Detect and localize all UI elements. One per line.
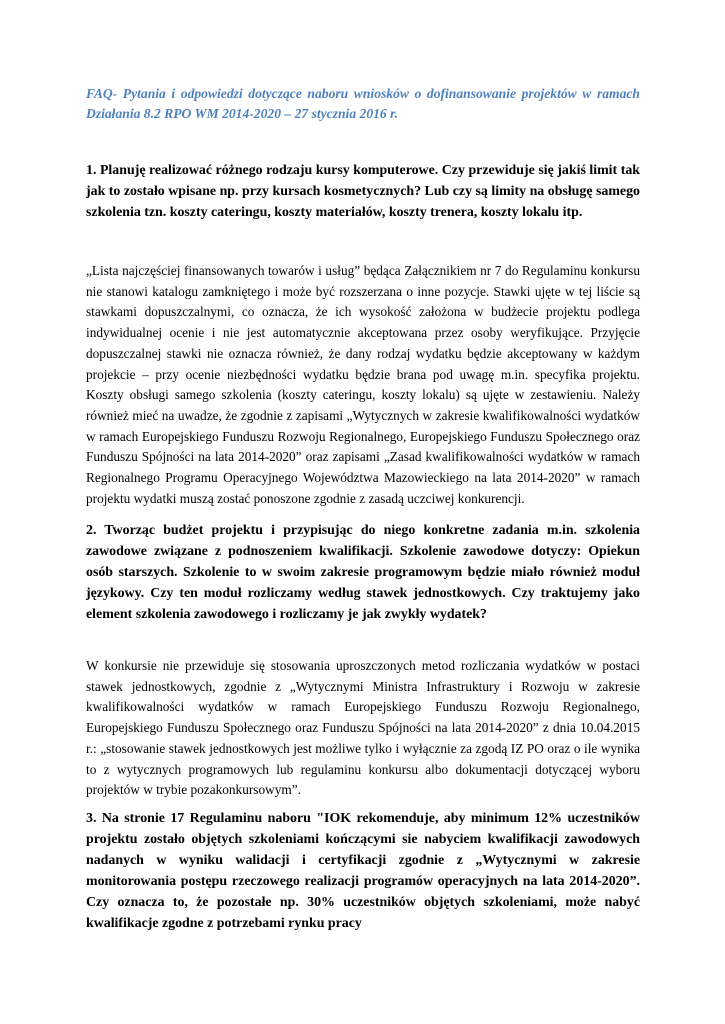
answer-2: W konkursie nie przewiduje się stosowania uproszczonych metod rozliczania wydatków w postaci stawek jednostkowych, zgodnie z „Wytycznymi Ministra Infrastruktury i Rozwoju w zakresie kwalifikowalności wydatków w ramach Europejskiego Funduszu Rozwoju Regionalnego, Europejskiego Funduszu Społecznego oraz Funduszu Spójności na lata 2014-2020” z dnia 10.04.2015 r.: „stosowanie stawek jednostkowych jest możliwe tylko i wyłącznie za zgodą IZ PO oraz o ile wynika to z wytycznych programowych lub regulaminu konkursu albo dokumentacji dotyczącej wyboru projektów w trybie pozakonkursowym”. [86,658,640,798]
question-3: 3. Na stronie 17 Regulaminu naboru "IOK rekomenduje, aby minimum 12% uczestników projektu zostało objętych szkoleniami kończącymi sie nabyciem kwalifikacji zawodowych nadanych w wyniku walidacji i certyfikacji zgodnie z „Wytycznymi w zakresie monitorowania postępu rzeczowego realizacji programów operacyjnych na lata 2014-2020”. Czy oznacza to, że pozostałe np. 30% uczestników objętych szkoleniami, może nabyć kwalifikacje zgodne z potrzebami rynku pracy [86,811,640,931]
question-1: 1. Planuję realizować różnego rodzaju kursy komputerowe. Czy przewiduje się jakiś limit tak jak to zostało wpisane np. przy kursach kosmetycznych? Lub czy są limity na obsługę samego szkolenia tzn. koszty cateringu, koszty materiałów, koszty trenera, koszty lokalu itp. [86,163,640,220]
document-title: FAQ- Pytania i odpowiedzi dotyczące naboru wniosków o dofinansowanie projektów w ramach Działania 8.2 RPO WM 2014-2020 – 27 stycznia 2016 r. [86,86,640,121]
answer-1: „Lista najczęściej finansowanych towarów i usług” będąca Załącznikiem nr 7 do Regulaminu konkursu nie stanowi katalogu zamkniętego i może być rozszerzana o inne pozycje. Stawki ujęte w tej liście są stawkami dopuszczalnymi, co oznacza, że ich wysokość założona w budżecie projektu podlega indywidualnej ocenie i nie jest automatycznie akceptowana przez osoby weryfikujące. Przyjęcie dopuszczalnej stawki nie oznacza również, że dany rodzaj wydatku będzie akceptowany w każdym projekcie – przy ocenie niezbędności wydatku będzie brana pod uwagę m.in. specyfika projektu. Koszty obsługi samego szkolenia (koszty cateringu, koszty lokalu) są ujęte w zestawieniu. Należy również mieć na uwadze, że zgodnie z zapisami „Wytycznych w zakresie kwalifikowalności wydatków w ramach Europejskiego Funduszu Rozwoju Regionalnego, Europejskiego Funduszu Społecznego oraz Funduszu Spójności na lata 2014-2020” oraz zapisami „Zasad kwalifikowalności wydatków w ramach Regionalnego Programu Operacyjnego Województwa Mazowieckiego na lata 2014-2020” w ramach projektu wydatki muszą zostać ponoszone zgodnie z zasadą uczciwej konkurencji. [86,263,640,506]
question-2: 2. Tworząc budżet projektu i przypisując do niego konkretne zadania m.in. szkolenia zawodowe związane z podnoszeniem kwalifikacji. Szkolenie zawodowe dotyczy: Opiekun osób starszych. Szkolenie to w swoim zakresie programowym będzie miało również moduł językowy. Czy ten moduł rozliczamy według stawek jednostkowych. Czy traktujemy jako element szkolenia zawodowego i rozliczamy je jak zwykły wydatek? [86,523,640,622]
